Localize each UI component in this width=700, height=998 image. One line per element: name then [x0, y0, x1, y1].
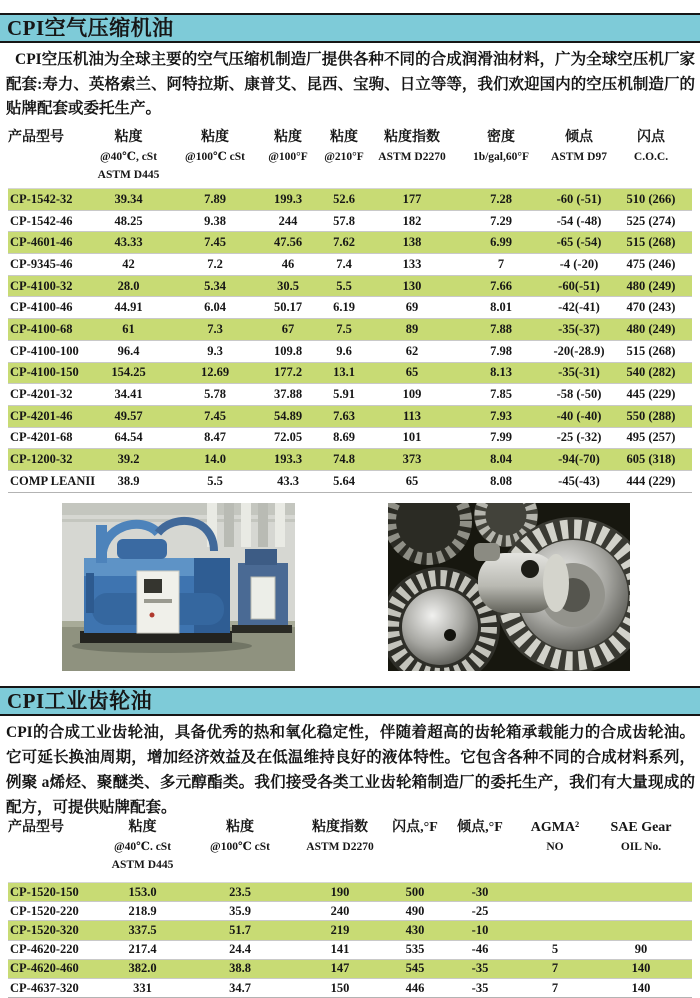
compressor-oil-table-header	[8, 128, 692, 184]
column-header	[85, 128, 172, 184]
value-cell: 480 (249)	[626, 278, 676, 293]
value-cell: 9.3	[207, 343, 223, 358]
column-header-line: 闪点	[637, 130, 665, 145]
product-code-cell: CP-4601-46	[10, 235, 73, 250]
table-row	[8, 448, 692, 470]
value-cell: -20(-28.9)	[553, 343, 605, 358]
column-header	[290, 818, 390, 856]
table-row	[8, 296, 692, 318]
value-cell: 89	[405, 321, 419, 336]
value-cell: 217.4	[128, 942, 157, 957]
value-cell: 490	[405, 903, 425, 918]
section1-title-bar	[0, 13, 700, 43]
column-header-line: 产品型号	[8, 130, 64, 145]
value-cell: -60(-51)	[558, 278, 600, 293]
value-cell: 446	[405, 980, 425, 995]
column-header	[610, 128, 692, 166]
column-header-line: 粘度	[226, 820, 254, 835]
product-code-cell: CP-4100-68	[10, 321, 73, 336]
product-code-cell: CP-4620-220	[10, 942, 79, 957]
value-cell: 43.33	[114, 235, 143, 250]
product-code-cell: CP-4100-100	[10, 343, 79, 358]
column-header-line: @210°F	[324, 151, 364, 163]
value-cell: -25 (-32)	[556, 430, 602, 445]
value-cell: 62	[405, 343, 419, 358]
value-cell: 138	[402, 235, 422, 250]
value-cell: 150	[330, 980, 350, 995]
column-header	[454, 128, 548, 166]
value-cell: 69	[405, 300, 419, 315]
product-code-cell: CP-4100-32	[10, 278, 73, 293]
value-cell: 5.78	[204, 387, 226, 402]
value-cell: 7.62	[333, 235, 355, 250]
value-cell: 500	[405, 884, 425, 899]
product-code-cell: CP-4100-46	[10, 300, 73, 315]
column-header-line: ASTM D445	[111, 859, 174, 871]
column-header	[8, 818, 95, 838]
value-cell: -30	[471, 884, 489, 899]
section1-title: CPI空气压缩机油	[7, 16, 174, 40]
value-cell: -35	[471, 961, 489, 976]
value-cell: 7	[551, 980, 559, 995]
column-header-line: C.O.C.	[633, 151, 669, 163]
product-code-cell: CP-1542-46	[10, 213, 73, 228]
column-header-line: 粘度指数	[384, 130, 440, 145]
value-cell: 140	[631, 980, 651, 995]
value-cell: 7.2	[207, 256, 223, 271]
value-cell: 49.57	[114, 408, 143, 423]
value-cell: 154.25	[111, 365, 146, 380]
column-header-line: 产品型号	[8, 820, 64, 835]
product-code-cell: CP-4100-150	[10, 365, 79, 380]
value-cell: 6.19	[333, 300, 355, 315]
product-code-cell: CP-1520-220	[10, 903, 79, 918]
value-cell: 51.7	[229, 922, 251, 937]
value-cell: 7.89	[204, 191, 226, 206]
value-cell: 48.25	[114, 213, 143, 228]
value-cell: 535	[405, 942, 425, 957]
column-header-line: ASTM D2270	[306, 841, 374, 853]
value-cell: 5.5	[336, 278, 352, 293]
column-header	[440, 818, 520, 838]
value-cell: 14.0	[204, 452, 226, 467]
product-code-cell: CP-1520-150	[10, 884, 79, 899]
table-row	[8, 318, 692, 340]
column-header-line: 粘度	[114, 130, 143, 145]
value-cell: 65	[405, 365, 419, 380]
column-header-line: OIL No.	[620, 841, 662, 853]
value-cell: 331	[133, 980, 152, 995]
column-header-line: 粘度	[330, 130, 358, 145]
value-cell: 8.47	[204, 430, 226, 445]
product-code-cell: CP-4201-68	[10, 430, 73, 445]
value-cell: -46	[471, 942, 489, 957]
column-header-line: ASTM D97	[551, 151, 607, 163]
value-cell: -54 (-48)	[556, 213, 602, 228]
value-cell: 37.88	[273, 387, 303, 402]
table-row	[8, 920, 692, 939]
value-cell: -94(-70)	[558, 452, 600, 467]
value-cell: 7	[497, 256, 505, 271]
value-cell: 7.5	[336, 321, 352, 336]
value-cell: 57.8	[333, 213, 355, 228]
value-cell: 9.6	[336, 343, 352, 358]
table-row	[8, 405, 692, 427]
product-code-cell: CP-1542-32	[10, 191, 73, 206]
value-cell: 47.56	[273, 235, 303, 250]
value-cell: 50.17	[273, 300, 303, 315]
value-cell: -10	[471, 922, 489, 937]
value-cell: 373	[402, 452, 422, 467]
section2-intro-paragraph: CPI的合成工业齿轮油，具备优秀的热和氧化稳定性，伴随着超高的齿轮箱承载能力的合成齿轮油。它可延长换油周期，增加经济效益及在低温维持良好的液体特性。它包含各种不同的合成材料系列，例聚 a烯烃、聚醚类、多元醇酯类。我们接受各类工业齿轮箱制造厂的委托生产，我们有大量现成的配方，可提供贴牌配套。	[6, 724, 695, 816]
product-code-cell: CP-9345-46	[10, 256, 73, 271]
value-cell: 9.38	[204, 213, 226, 228]
column-header-line: SAE Gear	[610, 820, 672, 835]
column-header-line: 粘度	[201, 130, 229, 145]
value-cell: 141	[330, 942, 350, 957]
value-cell: 8.08	[490, 473, 512, 488]
value-cell: 445 (229)	[626, 387, 676, 402]
table-row	[8, 427, 692, 449]
value-cell: 337.5	[128, 922, 157, 937]
compressor-oil-table-body	[8, 188, 692, 493]
value-cell: 193.3	[273, 452, 303, 467]
value-cell: 34.7	[229, 980, 251, 995]
value-cell: 65	[405, 473, 419, 488]
column-header-line: 闪点,°F	[392, 820, 438, 835]
value-cell: 52.6	[333, 191, 355, 206]
table-row	[8, 253, 692, 275]
product-code-cell: CP-4201-32	[10, 387, 73, 402]
value-cell: 38.9	[117, 473, 140, 488]
column-header-line: 1b/gal,60°F	[472, 151, 530, 163]
value-cell: 90	[634, 942, 648, 957]
value-cell: 153.0	[128, 884, 157, 899]
value-cell: 5	[551, 942, 559, 957]
value-cell: -60 (-51)	[556, 191, 602, 206]
value-cell: -42(-41)	[558, 300, 600, 315]
value-cell: 8.13	[490, 365, 512, 380]
air-compressor-units-photo	[62, 503, 295, 671]
table-row	[8, 470, 692, 492]
value-cell: 24.4	[229, 942, 251, 957]
value-cell: 7.88	[490, 321, 512, 336]
value-cell: 5.91	[333, 387, 355, 402]
column-header-line: ASTM D445	[97, 169, 160, 181]
column-header-line: 倾点	[565, 130, 593, 145]
column-header	[190, 818, 290, 856]
value-cell: 7.66	[490, 278, 512, 293]
column-header-line: @100℃ cSt	[185, 151, 245, 163]
value-cell: 12.69	[200, 365, 230, 380]
column-header	[390, 818, 440, 838]
value-cell: -25	[471, 903, 489, 918]
value-cell: 7.45	[204, 408, 226, 423]
column-header	[95, 818, 190, 874]
value-cell: 5.34	[204, 278, 226, 293]
product-code-cell: CP-4201-46	[10, 408, 73, 423]
value-cell: 67	[281, 321, 295, 336]
value-cell: 470 (243)	[626, 300, 676, 315]
column-header	[172, 128, 258, 166]
section1-intro-paragraph: CPI空压机油为全球主要的空气压缩机制造厂提供各种不同的合成润滑油材料，广为全球空压机厂家配套:寿力、英格索兰、阿特拉斯、康普艾、昆西、宝驹、日立等等，我们欢迎国内的空压机制造厂的贴牌配套或委托生产。	[6, 51, 695, 117]
value-cell: 133	[402, 256, 422, 271]
value-cell: 7.99	[490, 430, 512, 445]
column-header-line: 粘度指数	[312, 820, 368, 835]
value-cell: 182	[402, 213, 422, 228]
gear-oil-table-body	[8, 882, 692, 998]
column-header-line: 粘度	[128, 820, 157, 835]
value-cell: 5.64	[333, 473, 355, 488]
value-cell: 177	[402, 191, 422, 206]
value-cell: -45(-43)	[558, 473, 600, 488]
value-cell: -40 (-40)	[556, 408, 602, 423]
value-cell: 13.1	[333, 365, 355, 380]
value-cell: 545	[405, 961, 425, 976]
value-cell: 30.5	[277, 278, 299, 293]
table-row	[8, 383, 692, 405]
value-cell: 7.28	[490, 191, 512, 206]
value-cell: -65 (-54)	[556, 235, 602, 250]
value-cell: 54.89	[273, 408, 303, 423]
product-code-cell: CP-1200-32	[10, 452, 73, 467]
value-cell: 525 (274)	[626, 213, 676, 228]
value-cell: -35	[471, 980, 489, 995]
value-cell: 74.8	[333, 452, 355, 467]
value-cell: 475 (246)	[626, 256, 676, 271]
value-cell: 7.63	[333, 408, 355, 423]
value-cell: 101	[402, 430, 422, 445]
value-cell: 540 (282)	[626, 365, 676, 380]
value-cell: 46	[281, 256, 295, 271]
value-cell: 480 (249)	[626, 321, 676, 336]
value-cell: 244	[278, 213, 298, 228]
value-cell: -35(-31)	[558, 365, 600, 380]
table-row	[8, 362, 692, 384]
value-cell: 218.9	[128, 903, 157, 918]
value-cell: 515 (268)	[626, 343, 676, 358]
value-cell: -4 (-20)	[559, 256, 599, 271]
value-cell: 6.99	[490, 235, 512, 250]
value-cell: 510 (266)	[626, 191, 676, 206]
section2-title: CPI工业齿轮油	[7, 689, 153, 713]
value-cell: 7.93	[490, 408, 512, 423]
value-cell: 113	[402, 408, 422, 423]
value-cell: 61	[122, 321, 135, 336]
value-cell: 8.04	[490, 452, 512, 467]
value-cell: 177.2	[273, 365, 303, 380]
table-row	[8, 340, 692, 362]
value-cell: 430	[405, 922, 425, 937]
value-cell: 35.9	[229, 903, 251, 918]
product-code-cell: CP-1520-320	[10, 922, 79, 937]
table-row	[8, 231, 692, 253]
section2-title-bar	[0, 686, 700, 716]
column-header-line: @100℃ cSt	[210, 841, 270, 853]
gear-oil-table-header	[8, 818, 692, 874]
table-row	[8, 882, 692, 901]
value-cell: 147	[330, 961, 350, 976]
column-header-line: 密度	[487, 130, 515, 145]
column-header	[548, 128, 610, 166]
product-code-cell: COMP LEANII	[10, 473, 96, 488]
value-cell: 382.0	[128, 961, 157, 976]
column-header-line: @40℃. cSt	[113, 841, 172, 853]
value-cell: -35(-37)	[558, 321, 600, 336]
value-cell: 43.3	[277, 473, 299, 488]
value-cell: 109	[402, 387, 422, 402]
value-cell: 28.0	[117, 278, 140, 293]
value-cell: 240	[330, 903, 350, 918]
value-cell: 38.8	[229, 961, 251, 976]
value-cell: 7.85	[490, 387, 512, 402]
column-header-line: ASTM D2270	[378, 151, 446, 163]
value-cell: 96.4	[117, 343, 140, 358]
value-cell: 190	[330, 884, 350, 899]
value-cell: 42	[122, 256, 135, 271]
value-cell: 495 (257)	[626, 430, 676, 445]
value-cell: 8.69	[333, 430, 355, 445]
table-row	[8, 275, 692, 297]
column-header-line: 倾点,°F	[457, 820, 503, 835]
table-row	[8, 959, 692, 978]
value-cell: 8.01	[490, 300, 512, 315]
column-header	[318, 128, 370, 166]
value-cell: 23.5	[229, 884, 251, 899]
value-cell: 7.98	[490, 343, 512, 358]
value-cell: 39.34	[114, 191, 143, 206]
column-header	[8, 128, 85, 148]
value-cell: 515 (268)	[626, 235, 676, 250]
value-cell: 7.45	[204, 235, 226, 250]
value-cell: 44.91	[114, 300, 143, 315]
value-cell: 219	[330, 922, 350, 937]
table-row	[8, 901, 692, 920]
value-cell: 605 (318)	[626, 452, 676, 467]
value-cell: 444 (229)	[626, 473, 676, 488]
table-row	[8, 210, 692, 232]
product-code-cell: CP-4637-320	[10, 980, 79, 995]
column-header	[370, 128, 454, 166]
table-row	[8, 978, 692, 997]
table-row	[8, 940, 692, 959]
column-header	[590, 818, 692, 856]
column-header-line: @100°F	[268, 151, 308, 163]
industrial-gears-photo	[388, 503, 630, 671]
value-cell: 39.2	[117, 452, 140, 467]
value-cell: 140	[631, 961, 651, 976]
value-cell: 34.41	[114, 387, 143, 402]
column-header-line: 粘度	[274, 130, 302, 145]
value-cell: 130	[402, 278, 422, 293]
value-cell: 7.3	[207, 321, 223, 336]
value-cell: 7.4	[336, 256, 352, 271]
value-cell: 199.3	[273, 191, 303, 206]
column-header-line: NO	[546, 841, 564, 853]
table-row	[8, 188, 692, 210]
column-header	[520, 818, 590, 856]
value-cell: 72.05	[273, 430, 303, 445]
column-header	[258, 128, 318, 166]
column-header-line: @40℃, cSt	[99, 151, 158, 163]
value-cell: 64.54	[114, 430, 143, 445]
value-cell: -58 (-50)	[556, 387, 602, 402]
value-cell: 7	[551, 961, 559, 976]
value-cell: 6.04	[204, 300, 226, 315]
value-cell: 109.8	[273, 343, 303, 358]
value-cell: 550 (288)	[626, 408, 676, 423]
value-cell: 5.5	[207, 473, 223, 488]
product-code-cell: CP-4620-460	[10, 961, 79, 976]
value-cell: 7.29	[490, 213, 512, 228]
column-header-line: AGMA²	[530, 820, 580, 835]
